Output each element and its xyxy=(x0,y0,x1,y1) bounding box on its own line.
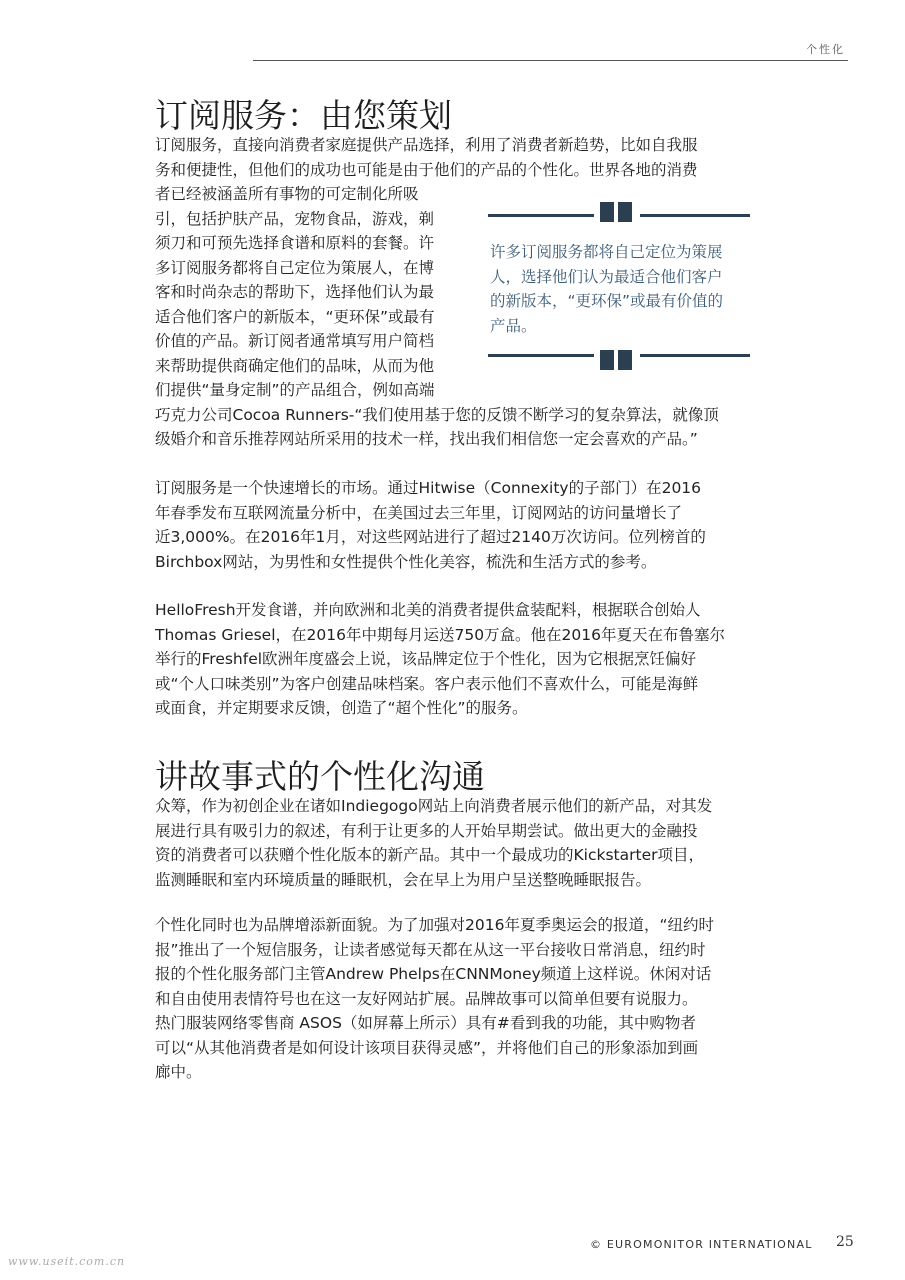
text-line: 展进行具有吸引力的叙述，有利于让更多的人开始早期尝试。做出更大的金融投 xyxy=(155,821,698,840)
text-line: 多订阅服务都将自己定位为策展人，在博 xyxy=(155,258,435,277)
quote-open-icon xyxy=(600,202,614,222)
text-line: 们提供“量身定制”的产品组合，例如高端 xyxy=(155,381,435,399)
pull-quote-top-rule-left xyxy=(488,214,594,217)
text-line: 或面食，并定期要求反馈，创造了“超个性化”的服务。 xyxy=(155,699,528,717)
watermark: www.useit.com.cn xyxy=(8,1255,126,1268)
text-line: 近3,000%。在2016年1月，对这些网站进行了超过2140万次访问。位列榜首的 xyxy=(155,528,706,546)
text-line: 订阅服务，直接向消费者家庭提供产品选择，利用了消费者新趋势，比如自我服 xyxy=(155,136,698,154)
text-line: 的新版本，“更环保”或最有价值的 xyxy=(490,292,724,310)
footer-copyright: © EUROMONITOR INTERNATIONAL xyxy=(590,1238,813,1251)
quote-open-icon xyxy=(618,202,632,222)
quote-close-icon xyxy=(618,350,632,370)
text-line: 客和时尚杂志的帮助下，选择他们认为最 xyxy=(155,283,435,301)
text-line: 资的消费者可以获赠个性化版本的新产品。其中一个最成功的Kickstarter项目， xyxy=(155,846,704,864)
text-line: 务和便捷性，但他们的成功也可能是由于他们的产品的个性化。世界各地的消费 xyxy=(155,160,698,179)
header-rule xyxy=(253,60,848,61)
text-line: 可以“从其他消费者是如何设计该项目获得灵感”，并将他们自己的形象添加到画 xyxy=(155,1038,699,1057)
text-line: 举行的Freshfel欧洲年度盛会上说，该品牌定位于个性化，因为它根据烹饪偏好 xyxy=(155,650,697,668)
paragraph-subscription-market xyxy=(155,476,706,574)
text-line: 热门服装网络零售商 ASOS（如屏幕上所示）具有#看到我的功能，其中购物者 xyxy=(155,1014,696,1032)
text-line: 个性化同时也为品牌增添新面貌。为了加强对2016年夏季奥运会的报道，“纽约时 xyxy=(155,916,714,934)
text-line: 来帮助提供商确定他们的品味，从而为他 xyxy=(155,356,435,375)
paragraph-brand-refresh xyxy=(155,913,714,1085)
text-line: 或“个人口味类别”为客户创建品味档案。客户表示他们不喜欢什么，可能是海鲜 xyxy=(155,674,699,693)
pull-quote-bottom-rule-right xyxy=(640,354,750,357)
text-line: 须刀和可预先选择食谱和原料的套餐。许 xyxy=(155,234,435,252)
text-line: 廊中。 xyxy=(155,1063,202,1081)
text-line: 监测睡眠和室内环境质量的睡眠机，会在早上为用户呈送整晚睡眠报告。 xyxy=(155,870,652,889)
text-line: 者已经被涵盖所有事物的可定制化所吸 xyxy=(155,185,419,203)
text-line: 人，选择他们认为最适合他们客户 xyxy=(490,267,723,286)
page-number: 25 xyxy=(836,1234,854,1250)
text-line: 和自由使用表情符号也在这一友好网站扩展。品牌故事可以简单但要有说服力。 xyxy=(155,989,698,1008)
pull-quote-text xyxy=(490,240,723,338)
text-line: 许多订阅服务都将自己定位为策展 xyxy=(490,243,723,261)
text-line: 适合他们客户的新版本，“更环保”或最有 xyxy=(155,307,435,326)
pull-quote-top-rule-right xyxy=(640,214,750,217)
text-line: 引，包括护肤产品，宠物食品，游戏，剃 xyxy=(155,209,435,228)
text-line: Thomas Griesel，在2016年中期每月运送750万盒。他在2016年夏天在布鲁塞尔 xyxy=(155,625,725,644)
text-line: 级婚介和音乐推荐网站所采用的技术一样，找出我们相信您一定会喜欢的产品。” xyxy=(155,430,698,448)
text-line: 报”推出了一个短信服务，让读者感觉每天都在从这一平台接收日常消息，纽约时 xyxy=(155,940,706,959)
section-title-subscription: 订阅服务：由您策划 xyxy=(155,96,452,135)
text-line: 报的个性化服务部门主管Andrew Phelps在CNNMoney频道上这样说。休闲对话 xyxy=(155,965,712,983)
text-line: HelloFresh开发食谱，并向欧洲和北美的消费者提供盒装配料，根据联合创始人 xyxy=(155,601,701,619)
section-label: 个性化 xyxy=(806,43,845,56)
text-line: 年春季发布互联网流量分析中，在美国过去三年里，订阅网站的访问量增长了 xyxy=(155,503,683,522)
text-line: 巧克力公司Cocoa Runners-“我们使用基于您的反馈不断学习的复杂算法，就像顶 xyxy=(155,405,719,424)
text-line: 订阅服务是一个快速增长的市场。通过Hitwise（Connexity的子部门）在2016 xyxy=(155,479,702,497)
paragraph-hellofresh xyxy=(155,598,725,721)
section-title-storytelling: 讲故事式的个性化沟通 xyxy=(155,757,485,796)
text-line: Birchbox网站，为男性和女性提供个性化美容，梳洗和生活方式的参考。 xyxy=(155,552,657,571)
pull-quote xyxy=(488,196,750,372)
text-line: 众筹，作为初创企业在诸如Indiegogo网站上向消费者展示他们的新产品，对其发 xyxy=(155,797,713,815)
quote-close-icon xyxy=(600,350,614,370)
pull-quote-bottom-rule-left xyxy=(488,354,594,357)
paragraph-crowdfunding xyxy=(155,794,712,892)
text-line: 价值的产品。新订阅者通常填写用户简档 xyxy=(155,332,435,350)
text-line: 产品。 xyxy=(490,316,537,335)
